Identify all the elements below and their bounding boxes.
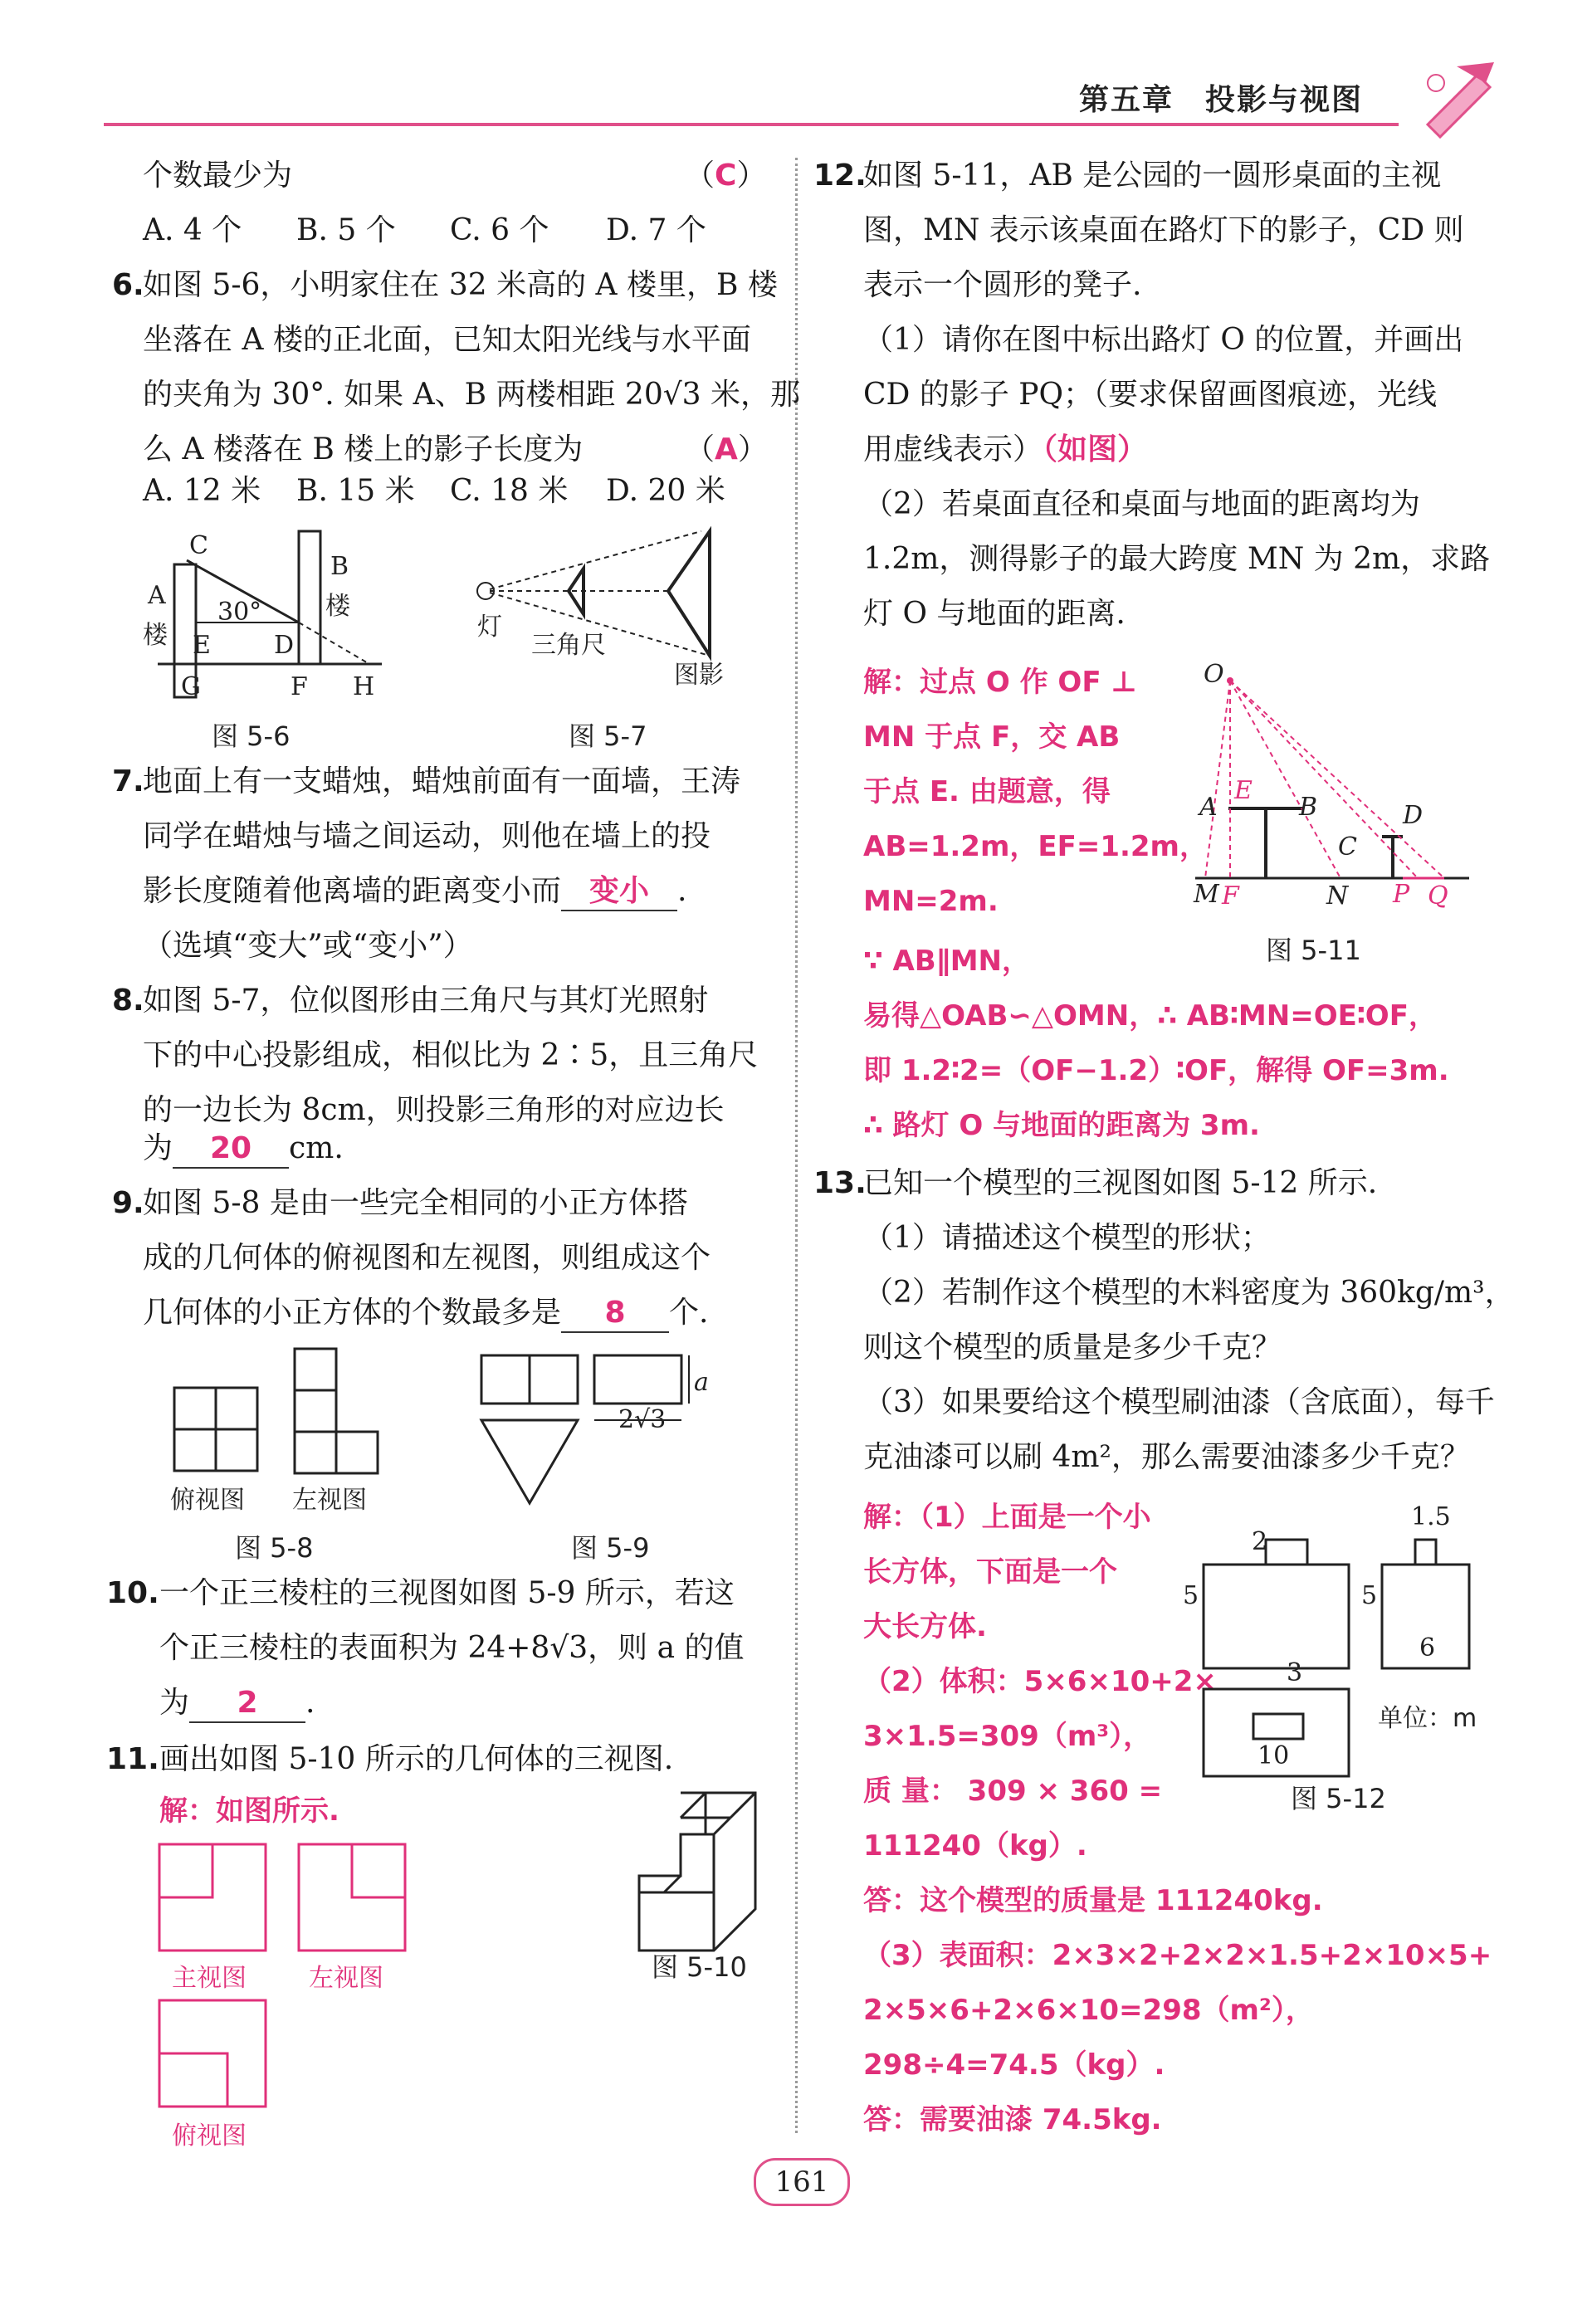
q12-sol-6: ∵ AB∥MN， [863,945,1031,978]
fig58-label-left: 左视图 [292,1486,367,1515]
pencil-decoration-icon [1411,58,1511,133]
q6-opt-c: C. 18 米 [450,474,569,508]
q9-number: 9. [112,1186,144,1220]
q13-sol-10: 2×5×6+2×6×10=298（m²）， [863,1994,1314,2027]
fig56-label-g: G [181,672,201,701]
q12-sol-1: 解：过点 O 作 OF ⊥ [863,666,1137,699]
q13-line-3: （2）若制作这个模型的木料密度为 360kg/m³， [863,1276,1515,1310]
fig56-label-b: B [330,552,349,581]
fig512-label-5-front: 5 [1183,1581,1199,1610]
q11-number: 11. [106,1742,159,1776]
q13-sol-1: 解：（1）上面是一个小 [863,1501,1151,1534]
q10-number: 10. [106,1576,159,1610]
q10-line-2: 个正三棱柱的表面积为 24+8√3，则 a 的值 [159,1631,745,1665]
q11-solution: 解：如图所示. [159,1794,339,1828]
q10-line-3: 为 2 . [159,1685,315,1723]
fig511-label-a: A [1199,793,1218,822]
q12-line-3: 表示一个圆形的凳子. [863,268,1142,302]
figure-5-8-top-view [174,1388,257,1471]
fig56-label-angle: 30° [217,598,262,627]
q6-opt-b: B. 15 米 [296,474,415,508]
figure-5-8-left-view [295,1349,378,1473]
q12-line-4: （1）请你在图中标出路灯 O 的位置，并画出 [863,323,1464,357]
q13-sol-5: 3×1.5=309（m³）， [863,1720,1152,1753]
q11-text: 画出如图 5-10 所示的几何体的三视图. [159,1742,674,1776]
q12-answer-1: （如图） [1043,432,1148,466]
q10-answer: 2 [189,1685,305,1723]
q12-line-1: 如图 5-11，AB 是公园的一圆形桌面的主视 [863,159,1442,193]
fig511-label-e: E [1234,776,1253,805]
q6-number: 6. [112,268,144,302]
q13-line-4: 则这个模型的质量是多少千克？ [863,1330,1282,1365]
fig56-label-f: F [291,672,308,701]
q13-sol-8: 答：这个模型的质量是 111240kg. [863,1884,1323,1917]
fig57-caption: 图 5-7 [569,720,647,752]
fig512-label-10: 10 [1257,1741,1290,1770]
fig511-label-n: N [1326,881,1349,911]
fig510-caption: 图 5-10 [652,1951,747,1983]
q13-sol-9: （3）表面积：2×3×2+2×2×1.5+2×10×5+ [863,1939,1492,1972]
q13-sol-7: 111240（kg）. [863,1829,1087,1863]
q12-line-9: 灯 O 与地面的距离. [863,597,1126,631]
q12-line-2: 图，MN 表示该桌面在路灯下的影子，CD 则 [863,213,1464,247]
q8-line-1: 如图 5-7，位似图形由三角尺与其灯光照射 [143,984,709,1018]
fig56-label-h: H [353,672,375,701]
fig511-label-d: D [1403,801,1424,830]
column-divider [795,158,798,2133]
view-top [159,2000,267,2108]
view-front-label: 主视图 [172,1964,247,1993]
fig56-label-b-lou: 楼 [325,592,350,621]
q12-sol-7: 易得△OAB∽△OMN，∴ AB∶MN=OE∶OF， [863,999,1437,1033]
fig512-label-5-side: 5 [1361,1581,1378,1610]
q6-opt-a: A. 12 米 [143,474,261,508]
fig511-label-p: P [1393,880,1410,909]
q5-opt-a: A. 4 个 [143,213,242,247]
q12-line-6: 用虚线表示）（如图） [863,432,1148,466]
q13-sol-6: 质 量： 309 × 360 = [863,1775,1163,1808]
q12-number: 12. [813,159,867,193]
q12-line-8: 1.2m，测得影子的最大跨度 MN 为 2m，求路 [863,542,1491,576]
q13-sol-3: 大长方体. [863,1610,987,1643]
fig511-label-b: B [1299,793,1318,822]
q6-line-2: 坐落在 A 楼的正北面，已知太阳光线与水平面 [143,323,751,357]
q10-line-1: 一个正三棱柱的三视图如图 5-9 所示，若这 [159,1576,735,1610]
q8-line-2: 下的中心投影组成，相似比为 2∶5，且三角尺 [143,1038,759,1072]
q7-line-3: 影长度随着他离墙的距离变小而 变小 . [143,873,686,911]
fig58-label-top: 俯视图 [170,1486,245,1515]
fig512-label-unit: 单位：m [1378,1704,1477,1733]
q13-number: 13. [813,1166,867,1200]
fig511-label-f: F [1222,881,1239,911]
q9-line-1: 如图 5-8 是由一些完全相同的小正方体搭 [143,1186,688,1220]
q12-sol-2: MN 于点 F，交 AB [863,720,1121,754]
fig56-label-d: D [274,631,295,660]
fig512-label-2: 2 [1252,1527,1268,1556]
view-front [159,1844,267,1952]
chapter-title: 第五章 投影与视图 [1079,82,1364,117]
figure-5-10 [631,1784,772,1950]
fig512-label-1-5: 1.5 [1411,1502,1451,1531]
q12-sol-4: AB=1.2m，EF=1.2m， [863,830,1208,863]
q9-answer: 8 [561,1295,669,1333]
fig56-label-c: C [189,531,208,560]
view-left [299,1844,407,1952]
fig511-caption: 图 5-11 [1266,935,1361,966]
q9-line-2: 成的几何体的俯视图和左视图，则组成这个 [143,1241,711,1275]
q5-tail: 个数最少为 [143,159,293,193]
header-rule [104,123,1399,126]
fig512-label-6: 6 [1419,1633,1436,1662]
fig56-label-a: A [148,581,166,610]
q13-line-6: 克油漆可以刷 4m²，那么需要油漆多少千克？ [863,1440,1470,1474]
q7-answer: 变小 [561,873,677,911]
fig57-label-lamp: 灯 [477,613,502,642]
q12-sol-8: 即 1.2∶2=（OF−1.2）∶OF，解得 OF=3m. [863,1054,1449,1087]
q7-line-1: 地面上有一支蜡烛，蜡烛前面有一面墙，王涛 [143,764,741,798]
view-top-label: 俯视图 [172,2121,247,2151]
q8-line-3: 的一边长为 8cm，则投影三角形的对应边长 [143,1093,725,1127]
fig512-caption: 图 5-12 [1291,1783,1386,1814]
q6-line-1: 如图 5-6，小明家住在 32 米高的 A 楼里，B 楼 [143,268,778,302]
fig58-caption: 图 5-8 [235,1532,314,1564]
q12-line-5: CD 的影子 PQ；（要求保留画图痕迹，光线 [863,378,1438,412]
q5-opt-c: C. 6 个 [450,213,549,247]
q7-line-2: 同学在蜡烛与墙之间运动，则他在墙上的投 [143,819,711,853]
q13-line-2: （1）请描述这个模型的形状； [863,1221,1271,1255]
q6-line-4: 么 A 楼落在 B 楼上的影子长度为 [143,432,584,466]
q9-line-3: 几何体的小正方体的个数最多是 8 个. [143,1295,708,1333]
q6-opt-d: D. 20 米 [606,474,725,508]
fig511-label-c: C [1338,832,1357,862]
fig57-label-triangle: 三角尺 [531,631,606,660]
fig511-label-o: O [1204,660,1224,689]
q13-sol-2: 长方体，下面是一个 [863,1555,1117,1589]
q13-sol-12: 答：需要油漆 74.5kg. [863,2103,1162,2136]
page-number: 161 [754,2158,850,2206]
q12-sol-9: ∴ 路灯 O 与地面的距离为 3m. [863,1109,1260,1142]
fig59-caption: 图 5-9 [571,1532,650,1564]
q12-sol-3: 于点 E. 由题意，得 [863,775,1111,808]
q12-line-7: （2）若桌面直径和桌面与地面的距离均为 [863,487,1420,521]
q8-line-4: 为 20 cm. [143,1130,344,1169]
fig56-caption: 图 5-6 [212,720,291,752]
q13-line-5: （3）如果要给这个模型刷油漆（含底面），每千 [863,1385,1495,1419]
q5-opt-b: B. 5 个 [296,213,396,247]
q7-number: 7. [112,764,144,798]
fig56-label-e: E [193,631,211,660]
fig59-label-2root3: 2√3 [618,1405,667,1434]
q13-sol-4: （2）体积：5×6×10+2× [863,1665,1217,1698]
view-left-label: 左视图 [309,1964,383,1993]
q7-line-4: （选填“变大”或“变小”） [143,929,473,963]
q5-opt-d: D. 7 个 [606,213,706,247]
q8-number: 8. [112,984,144,1018]
q13-sol-11: 298÷4=74.5（kg）. [863,2048,1165,2082]
fig59-label-a: a [694,1368,709,1397]
q12-sol-5: MN=2m. [863,885,999,918]
q13-line-1: 已知一个模型的三视图如图 5-12 所示. [863,1166,1378,1200]
q6-answer: （A） [685,432,768,466]
fig511-label-q: Q [1428,881,1448,911]
fig56-label-a-lou: 楼 [143,621,168,650]
fig511-label-m: M [1194,880,1219,909]
fig57-label-shadow: 图影 [674,661,724,690]
q8-answer: 20 [173,1130,289,1169]
q6-line-3: 的夹角为 30°. 如果 A、B 两楼相距 20√3 米，那 [143,378,801,412]
fig512-label-3: 3 [1287,1658,1303,1687]
figure-5-9 [481,1355,714,1505]
q5-answer: （C） [685,159,767,193]
